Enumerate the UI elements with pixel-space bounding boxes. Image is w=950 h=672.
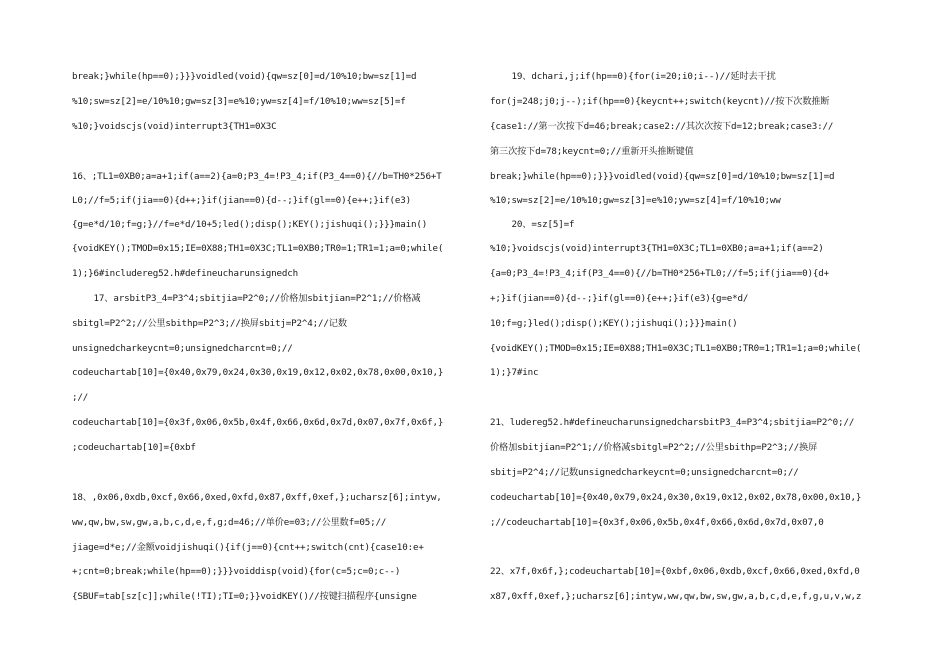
text-line: 17、arsbitP3_4=P3^4;sbitjia=P2^0;//价格加sbitjian=P2^1;//价格减 (72, 293, 421, 304)
text-line: for(j=248;j0;j--);if(hp==0){keycnt++;switch(keycnt)//按下次数推断 (490, 96, 830, 107)
text-line: ;codeuchartab[10]={0xbf (72, 442, 196, 453)
text-line: +;}if(jian==0){d--;}if(gl==0){e++;}if(e3){g=e*d/ (490, 293, 749, 304)
text-line: 22、x7f,0x6f,};codeuchartab[10]={0xbf,0x06,0xdb,0xcf,0x66,0xed,0xfd,0 (490, 566, 860, 577)
text-line: 19、dchari,j;if(hp==0){for(i=20;i0;i--)//延时去干扰 (490, 71, 776, 82)
text-line: break;}while(hp==0);}}}voidled(void){qw=sz[0]=d/10%10;bw=sz[1]=d (490, 171, 835, 182)
text-line: {voidKEY();TMOD=0x15;IE=0X88;TH1=0X3C;TL1=0XB0;TR0=1;TR1=1;a=0;while( (490, 343, 862, 354)
text-line: ww,qw,bw,sw,gw,a,b,c,d,e,f,g;d=46;//单价e=03;//公里数f=05;// (72, 517, 387, 528)
text-line: 第三次按下d=78;keycnt=0;//重新开头推断键值 (490, 146, 694, 157)
text-line: sbitgl=P2^2;//公里sbithp=P2^3;//换屏sbitj=P2^4;//记数 (72, 318, 347, 329)
text-line: {g=e*d/10;f=g;}//f=e*d/10+5;led();disp();KEY();jishuqi();}}}main() (72, 219, 428, 230)
text-line: %10;}voidscjs(void)interrupt3{TH1=0X3C;TL1=0XB0;a=a+1;if(a==2) (490, 243, 824, 254)
text-line: unsignedcharkeycnt=0;unsignedcharcnt=0;// (72, 343, 293, 354)
text-line: {SBUF=tab[sz[c]];while(!TI);TI=0;}}voidKEY()//按键扫描程序{unsigne (72, 591, 417, 602)
text-line: 21、ludereg52.h#defineucharunsignedcharsbitP3_4=P3^4;sbitjia=P2^0;// (490, 417, 855, 428)
text-line: +;cnt=0;break;while(hp==0);}}}voiddisp(void){for(c=5;c=0;c--) (72, 566, 401, 577)
text-line: break;}while(hp==0);}}}voidled(void){qw=sz[0]=d/10%10;bw=sz[1]=d (72, 71, 417, 82)
text-line: {voidKEY();TMOD=0x15;IE=0X88;TH1=0X3C;TL1=0XB0;TR0=1;TR1=1;a=0;while( (72, 243, 444, 254)
text-line: sbitj=P2^4;//记数unsignedcharkeycnt=0;unsignedcharcnt=0;// (490, 467, 799, 478)
text-line: codeuchartab[10]={0x3f,0x06,0x5b,0x4f,0x66,0x6d,0x7d,0x07,0x7f,0x6f,} (72, 417, 444, 428)
text-line: %10;sw=sz[2]=e/10%10;gw=sz[3]=e%10;yw=sz[4]=f/10%10;ww (490, 195, 781, 206)
text-line: 10;f=g;}led();disp();KEY();jishuqi();}}}main() (490, 318, 738, 329)
text-line: 1);}6#includereg52.h#defineucharunsignedch (72, 268, 299, 279)
text-line: ;//codeuchartab[10]={0x3f,0x06,0x5b,0x4f,0x66,0x6d,0x7d,0x07,0 (490, 517, 824, 528)
text-line: 20、=sz[5]=f (490, 219, 575, 230)
text-line: 18、,0x06,0xdb,0xcf,0x66,0xed,0xfd,0x87,0xff,0xef,};ucharsz[6];intyw, (72, 492, 442, 503)
text-line: 16、;TL1=0XB0;a=a+1;if(a==2){a=0;P3_4=!P3_4;if(P3_4==0){//b=TH0*256+T (72, 171, 442, 182)
text-line: 1);}7#inc (490, 367, 539, 378)
text-line: L0;//f=5;if(jia==0){d++;}if(jian==0){d--;}if(gl==0){e++;}if(e3) (72, 195, 412, 206)
text-line: %10;sw=sz[2]=e/10%10;gw=sz[3]=e%10;yw=sz[4]=f/10%10;ww=sz[5]=f (72, 96, 406, 107)
text-line: {a=0;P3_4=!P3_4;if(P3_4==0){//b=TH0*256+TL0;//f=5;if(jia==0){d+ (490, 268, 830, 279)
text-line: 价格加sbitjian=P2^1;//价格减sbitgl=P2^2;//公里sbithp=P2^3;//换屏 (490, 442, 818, 453)
text-line: codeuchartab[10]={0x40,0x79,0x24,0x30,0x19,0x12,0x02,0x78,0x00,0x10,} (72, 367, 444, 378)
text-line: {case1://第一次按下d=46;break;case2://其次次按下d=12;break;case3:// (490, 121, 834, 132)
text-line: jiage=d*e;//金额voidjishuqi(){if(j==0){cnt++;switch(cnt){case10:e+ (72, 542, 424, 553)
text-line: ;// (72, 392, 89, 403)
text-line: x87,0xff,0xef,};ucharsz[6];intyw,ww,qw,bw,sw,gw,a,b,c,d,e,f,g,u,v,w,z (490, 591, 862, 602)
text-line: %10;}voidscjs(void)interrupt3{TH1=0X3C (72, 121, 277, 132)
text-line: codeuchartab[10]={0x40,0x79,0x24,0x30,0x19,0x12,0x02,0x78,0x00,0x10,} (490, 492, 862, 503)
